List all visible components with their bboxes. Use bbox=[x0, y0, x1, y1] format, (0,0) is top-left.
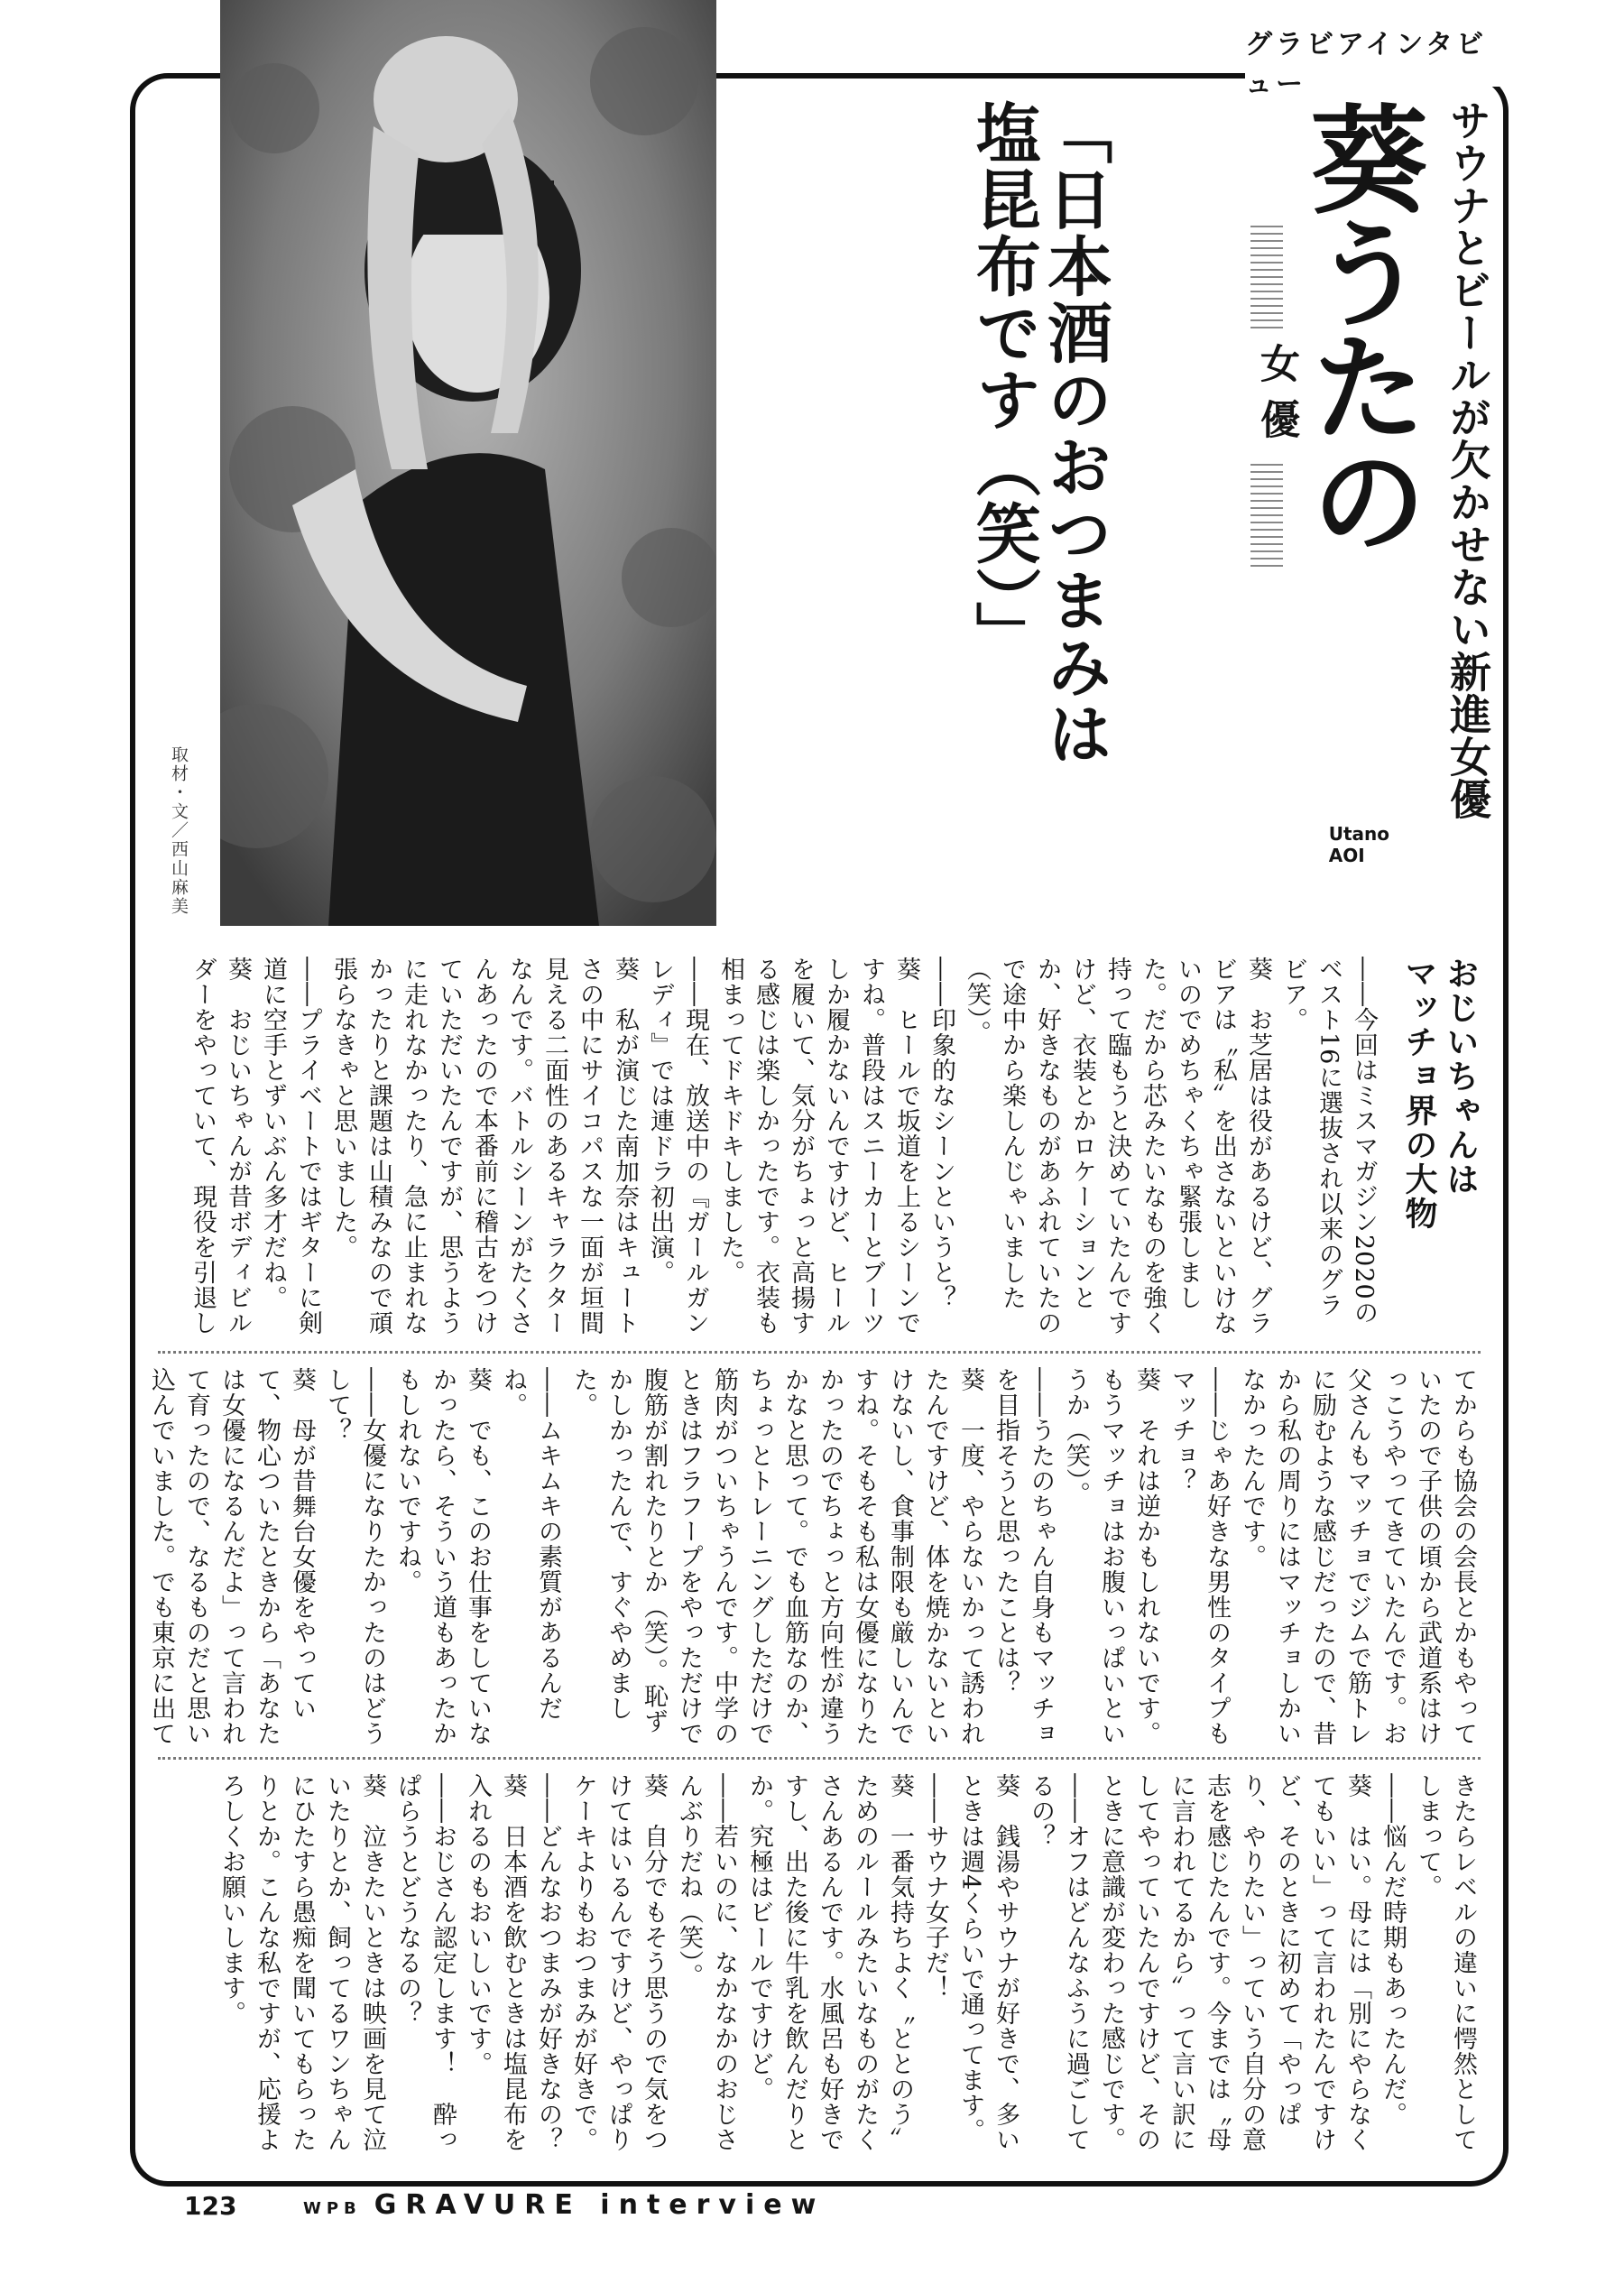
row-divider bbox=[158, 1757, 1481, 1760]
paragraph: ――どんなおつまみが好きなの？ bbox=[534, 1773, 562, 2152]
title-block bbox=[884, 90, 1498, 920]
paragraph: ――女優になりたかったのはどうして？ bbox=[323, 1367, 386, 1746]
subhead-line-2: マッチョ界の大物 bbox=[1400, 957, 1437, 1231]
paragraph: 葵 私が演じた南加奈はキュートさの中にサイコパスな一面が垣間見える二面性のあるキャラクターなんです。バトルシーンがたくさんあったので本番前に稽古をつけていただいたんですが、思うように走れなかったり、急に止まれなかったりと課題は山積みなので頑張らなきゃと思いました。 bbox=[329, 957, 639, 1336]
interview-text-row-3 bbox=[214, 1773, 1481, 2152]
row-divider bbox=[158, 1351, 1481, 1354]
portrait-photo bbox=[220, 0, 716, 926]
paragraph: 葵 泣きたいときは映画を見て泣いたりとか、飼ってるワンちゃんにひたすら愚痴を聞いてもらったりとか。こんな私ですが、応援よろしくお願いします。 bbox=[217, 1773, 386, 2152]
paragraph: ――現在、放送中の『ガールガンレディ』では連ドラ初出演。 bbox=[646, 957, 709, 1336]
paragraph: 葵 母が昔舞台女優をやっていて、物心ついたときから「あなたは女優になるんだよ」って言われて育ったので、なるものだと思い込んでいました。でも東京に出て bbox=[147, 1367, 316, 1746]
subhead-line-1: おじいちゃんは bbox=[1442, 957, 1479, 1197]
credit-line: 取材・文／西山麻美 bbox=[169, 745, 189, 916]
paragraph: 葵 はい。母には「別にやらなくてもいい」って言われたんですけど、そのときに初めて「やっぱり、やりたい」っていう自分の意志を感じたんです。今までは〝母に言われてるから〟って言い訳にしてやっていたんですけど、そのときに意識が変わった感じです。 bbox=[1097, 1773, 1371, 2152]
footer-title bbox=[303, 2189, 825, 2221]
paragraph: ――印象的なシーンというと？ bbox=[927, 957, 955, 1310]
catchphrase: サウナとビールが欠かせない新進女優 bbox=[1444, 99, 1492, 820]
headline-line-2: 塩昆布です（笑）」 bbox=[964, 99, 1041, 668]
paragraph: ――プライベートではギターに剣道に空手とずいぶん多才だね。 bbox=[259, 957, 322, 1336]
romaji-family: AOI bbox=[1328, 845, 1365, 866]
paragraph: 葵 一番気持ちよく〝ととのう〟ためのルールみたいなものがたくさんあるんです。水風呂も好きですし、出た後に牛乳を飲んだりとか。究極はビールですけど。 bbox=[745, 1773, 914, 2152]
paragraph: 葵 日本酒を飲むときは塩昆布を入れるのもおいしいです。 bbox=[464, 1773, 527, 2152]
paragraph: 葵 銭湯やサウナが好きで、多いときは週4くらいで通ってます。 bbox=[956, 1773, 1020, 2152]
footer-prefix: WPB bbox=[303, 2199, 362, 2218]
paragraph: ――悩んだ時期もあったんだ。 bbox=[1379, 1773, 1407, 2127]
interview-row-1 bbox=[158, 957, 1481, 1336]
subheading bbox=[1398, 957, 1481, 1231]
paragraph: 葵 一度、やらないかって誘われたんですけど、体を焼かないといけないし、食事制限も厳しいんですね。そもそも私は女優になりたかったのでちょっと方向性が違うかなと思って。でも血筋なのか、ちょっとトレーニングしただけで筋肉がついちゃうんです。中学のときはフラフープをやっただけで腹筋が割れたりとか（笑）。恥ずかしかったんで、すぐやめました。 bbox=[569, 1367, 984, 1746]
headline-line-1: 「日本酒のおつまみは bbox=[1037, 99, 1112, 767]
footer-main: GRAVURE interview bbox=[374, 2189, 826, 2221]
paragraph: 葵 自分でもそう思うので気をつけてはいるんですけど、やっぱりケーキよりもおつまみが好きで。 bbox=[569, 1773, 668, 2152]
paragraph: 葵 それは逆かもしれないです。もうマッチョはお腹いっぱいというか（笑）。 bbox=[1062, 1367, 1160, 1746]
paragraph: ――おじさん認定します！ 酔っぱらうとどうなるの？ bbox=[393, 1773, 457, 2152]
paragraph: ――じゃあ好きな男性のタイプもマッチョ？ bbox=[1167, 1367, 1231, 1746]
paragraph: ――サウナ女子だ！ bbox=[921, 1773, 949, 2001]
paragraph: ――オフはどんなふうに過ごしてるの？ bbox=[1027, 1773, 1090, 2152]
paragraph: てからも協会の会長とかもやっていたので子供の頃から武道系はけっこうやってきていたんです。お父さんもマッチョでジムで筋トレに励むような感じだったので、昔から私の周りにはマッチョしかいなかったんです。 bbox=[1238, 1367, 1477, 1746]
paragraph: ――ムキムキの素質があるんだね。 bbox=[499, 1367, 562, 1721]
paragraph: 葵 お芝居は役があるけど、グラビアは〝私〟を出さないといけないのでめちゃくちゃ緊張しました。だから芯みたいなものを強く持って臨もうと決めていたんですけど、衣装とかロケーションとか、好きなものがあふれていたので途中から楽しんじゃいました（笑）。 bbox=[963, 957, 1272, 1336]
portrait-illustration bbox=[220, 0, 716, 926]
interview-text-row-1 bbox=[185, 957, 1381, 1336]
paragraph: ――今回はミスマガジン2020のベスト16に選抜され以来のグラビア。 bbox=[1279, 957, 1378, 1326]
person-name: 葵うたの bbox=[1291, 99, 1428, 554]
interview-row-3 bbox=[158, 1773, 1481, 2152]
romaji-given: Utano bbox=[1328, 823, 1389, 845]
interview-text-row-2 bbox=[143, 1367, 1481, 1746]
paragraph: 葵 おじいちゃんが昔ボディビルダーをやっていて、現役を引退し bbox=[189, 957, 252, 1336]
headline-quote bbox=[964, 99, 1112, 767]
paragraph: 葵 ヒールで坂道を上るシーンですね。普段はスニーカーとブーツしか履かないんですけど、ヒールを履いて、気分がちょっと高揚する感じは楽しかったです。衣装も相まってドキドキしました。 bbox=[716, 957, 920, 1336]
section-label: グラビアインタビュー bbox=[1245, 36, 1507, 87]
occupation: 女優 bbox=[1247, 226, 1305, 572]
name-romaji bbox=[1329, 823, 1389, 866]
paragraph: ――うたのちゃん自身もマッチョを目指そうと思ったことは？ bbox=[992, 1367, 1055, 1746]
paragraph: きたらレベルの違いに愕然としてしまって。 bbox=[1414, 1773, 1477, 2152]
paragraph: 葵 でも、このお仕事をしていなかったら、そういう道もあったかもしれないですね。 bbox=[393, 1367, 492, 1746]
paragraph: ――若いのに、なかなかのおじさんぶりだね（笑）。 bbox=[675, 1773, 738, 2152]
interview-row-2 bbox=[147, 1367, 1481, 1746]
page-number: 123 bbox=[184, 2191, 237, 2221]
